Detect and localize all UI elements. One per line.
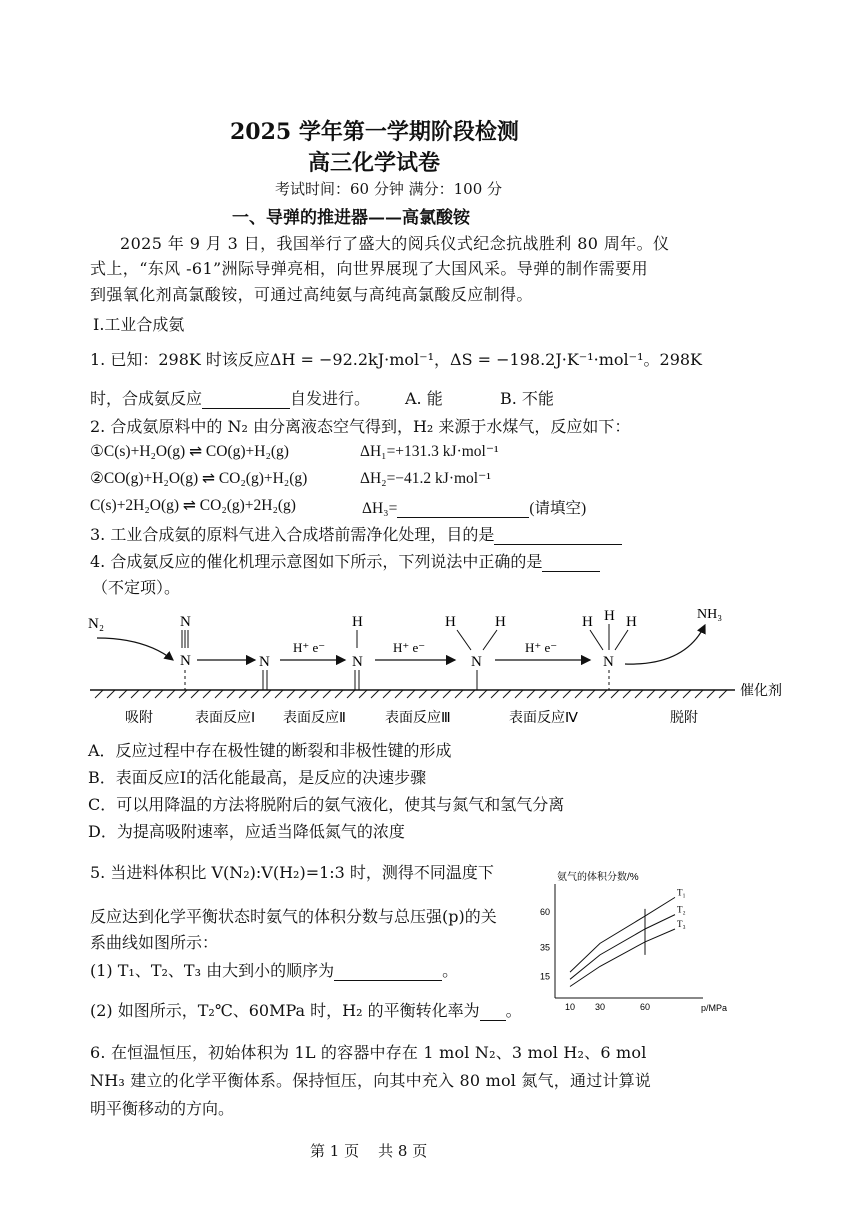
series-label: T₃	[677, 919, 686, 929]
catalyst-label: 催化剂	[740, 682, 782, 698]
part1-heading: Ⅰ.工业合成氨	[93, 315, 185, 334]
intro-line-2: 式上，“东风 -61”洲际导弹亮相，向世界展现了大国风采。导弹的制作需要用	[90, 259, 649, 278]
series-line-T₃	[570, 929, 675, 987]
q2-eq2: ②CO(g)+H₂O(g) ⇌ CO₂(g)+H₂(g)	[90, 470, 308, 487]
nh3-label: NH₃	[697, 607, 723, 622]
series-line-T₂	[570, 915, 675, 980]
ammonia-fraction-chart	[535, 868, 735, 1018]
y-tick-label: 60	[540, 906, 551, 917]
q6-line2: NH₃ 建立的化学平衡体系。保持恒压，向其中充入 80 mol 氮气，通过计算说	[90, 1071, 651, 1090]
q3-text: 3. 工业合成氨的原料气进入合成塔前需净化处理，目的是	[90, 525, 495, 544]
q6-line1: 6. 在恒温恒压，初始体积为 1L 的容器中存在 1 mol N₂、3 mol H₂、6 mol	[90, 1043, 647, 1062]
svg-text:H: H	[626, 614, 637, 630]
stage-label-3: 表面反应Ⅱ	[283, 709, 346, 725]
catalysis-mechanism-diagram	[85, 600, 865, 735]
q4-answer-blank[interactable]	[542, 553, 600, 572]
q5-sub2-blank[interactable]	[480, 1002, 506, 1021]
q5-line3: 系曲线如图所示：	[90, 933, 219, 952]
svg-text:N: N	[471, 654, 482, 670]
q1-line2	[90, 386, 370, 409]
section-heading: 一、导弹的推进器——高氯酸铵	[232, 208, 470, 228]
q5-line2: 反应达到化学平衡状态时氨气的体积分数与总压强(p)的关	[90, 907, 497, 926]
q1-answer-blank[interactable]	[202, 390, 290, 409]
chart-title: 氨气的体积分数/%	[557, 872, 639, 883]
arrow-label-2: H⁺ e⁻	[393, 640, 426, 655]
q2-eq3-row	[362, 496, 586, 518]
q2-eq1-dh: ΔH₁=+131.3 kJ·mol⁻¹	[360, 443, 499, 460]
surface-nh2	[445, 614, 506, 690]
svg-text:N: N	[180, 614, 191, 630]
intro-line-3: 到强氧化剂高氯酸铵，可通过高纯氨与高纯高氯酸反应制得。	[90, 285, 533, 304]
svg-text:N: N	[259, 654, 270, 670]
q1-option-b: B. 不能	[500, 389, 554, 408]
q2-intro: 2. 合成氨原料中的 N₂ 由分离液态空气得到，H₂ 来源于水煤气，反应如下：	[90, 417, 631, 436]
q5-sub1	[90, 958, 458, 981]
q2-eq2-dh: ΔH₂=−41.2 kJ·mol⁻¹	[360, 470, 491, 487]
page-title: 2025 学年第一学期阶段检测	[230, 119, 519, 145]
q1-suffix: 自发进行。	[290, 389, 371, 408]
surface-nh	[352, 614, 363, 690]
q2-answer-blank[interactable]	[397, 499, 529, 518]
q1-line1: 1. 已知：298K 时该反应ΔH = −92.2kJ·mol⁻¹，ΔS = −198.2J·K⁻¹·mol⁻¹。298K	[90, 350, 703, 369]
q1-prefix: 时，合成氨反应	[90, 389, 203, 408]
surface-n-double	[259, 654, 270, 690]
q2-eq1: ①C(s)+H₂O(g) ⇌ CO(g)+H₂(g)	[90, 443, 289, 460]
q5-sub2-text: (2) 如图所示，T₂℃、60MPa 时，H₂ 的平衡转化率为	[90, 1001, 480, 1020]
svg-text:N: N	[352, 654, 363, 670]
q5-sub2-end: 。	[505, 1001, 522, 1020]
q4-option-c: C．可以用降温的方法将脱附后的氨气液化，使其与氮气和氢气分离	[88, 795, 565, 814]
stage-label-6: 脱附	[670, 709, 698, 725]
q4-option-a: A．反应过程中存在极性键的断裂和非极性键的形成	[88, 741, 452, 760]
stage-label-5: 表面反应Ⅳ	[509, 709, 578, 725]
series-label: T₂	[677, 904, 686, 915]
q4-note: （不定项）。	[92, 578, 181, 597]
page-subtitle: 高三化学试卷	[308, 150, 441, 176]
q5-line1: 5. 当进料体积比 V(N₂):V(H₂)=1:3 时，测得不同温度下	[90, 863, 494, 882]
svg-text:H: H	[352, 614, 363, 630]
q4-text: 4. 合成氨反应的催化机理示意图如下所示，下列说法中正确的是	[90, 552, 543, 571]
q1-option-a: A. 能	[405, 389, 443, 408]
q4-option-b: B．表面反应Ⅰ的活化能最高，是反应的决速步骤	[88, 768, 427, 787]
q4-row	[90, 549, 600, 572]
x-axis-label: p/MPa	[701, 1003, 728, 1013]
svg-text:H: H	[604, 608, 615, 624]
n2-label: N₂	[88, 616, 105, 632]
q2-eq3: C(s)+2H₂O(g) ⇌ CO₂(g)+2H₂(g)	[90, 497, 296, 514]
q5-sub1-blank[interactable]	[334, 962, 442, 981]
q6-line3: 明平衡移动的方向。	[90, 1099, 235, 1118]
exam-info: 考试时间：60 分钟 满分：100 分	[275, 180, 503, 198]
stage-label-1: 吸附	[125, 709, 153, 725]
q3-answer-blank[interactable]	[494, 526, 622, 545]
intro-line-1: 2025 年 9 月 3 日，我国举行了盛大的阅兵仪式纪念抗战胜利 80 周年。仪	[120, 234, 670, 253]
surface-nh3	[582, 608, 637, 690]
svg-text:N: N	[603, 654, 614, 670]
q5-sub1-end: 。	[442, 961, 459, 980]
svg-text:H: H	[582, 614, 593, 630]
q2-eq3-dh: ΔH₃=	[362, 500, 398, 517]
arrow-label-1: H⁺ e⁻	[293, 640, 326, 655]
x-tick-label: 30	[595, 1002, 606, 1012]
page-number: 第 1 页 共 8 页	[310, 1142, 428, 1160]
stage-label-2: 表面反应Ⅰ	[195, 709, 256, 725]
q4-option-d: D．为提高吸附速率，应适当降低氮气的浓度	[88, 822, 405, 841]
x-tick-label: 60	[640, 1002, 651, 1012]
q5-sub1-text: (1) T₁、T₂、T₃ 由大到小的顺序为	[90, 961, 335, 980]
y-tick-label: 35	[540, 942, 551, 953]
y-tick-label: 15	[540, 971, 551, 982]
svg-text:N: N	[180, 653, 191, 669]
svg-text:H: H	[495, 614, 506, 630]
arrow-label-3: H⁺ e⁻	[525, 640, 558, 655]
stage-label-4: 表面反应Ⅲ	[385, 709, 451, 725]
series-line-T₁	[570, 897, 675, 972]
adsorbed-n2	[180, 614, 191, 690]
x-tick-label: 10	[565, 1002, 576, 1012]
q2-eq3-note: (请填空)	[529, 500, 587, 517]
svg-text:H: H	[445, 614, 456, 630]
q3-row	[90, 522, 622, 545]
q5-sub2	[90, 998, 522, 1021]
series-label: T₁	[677, 887, 686, 898]
